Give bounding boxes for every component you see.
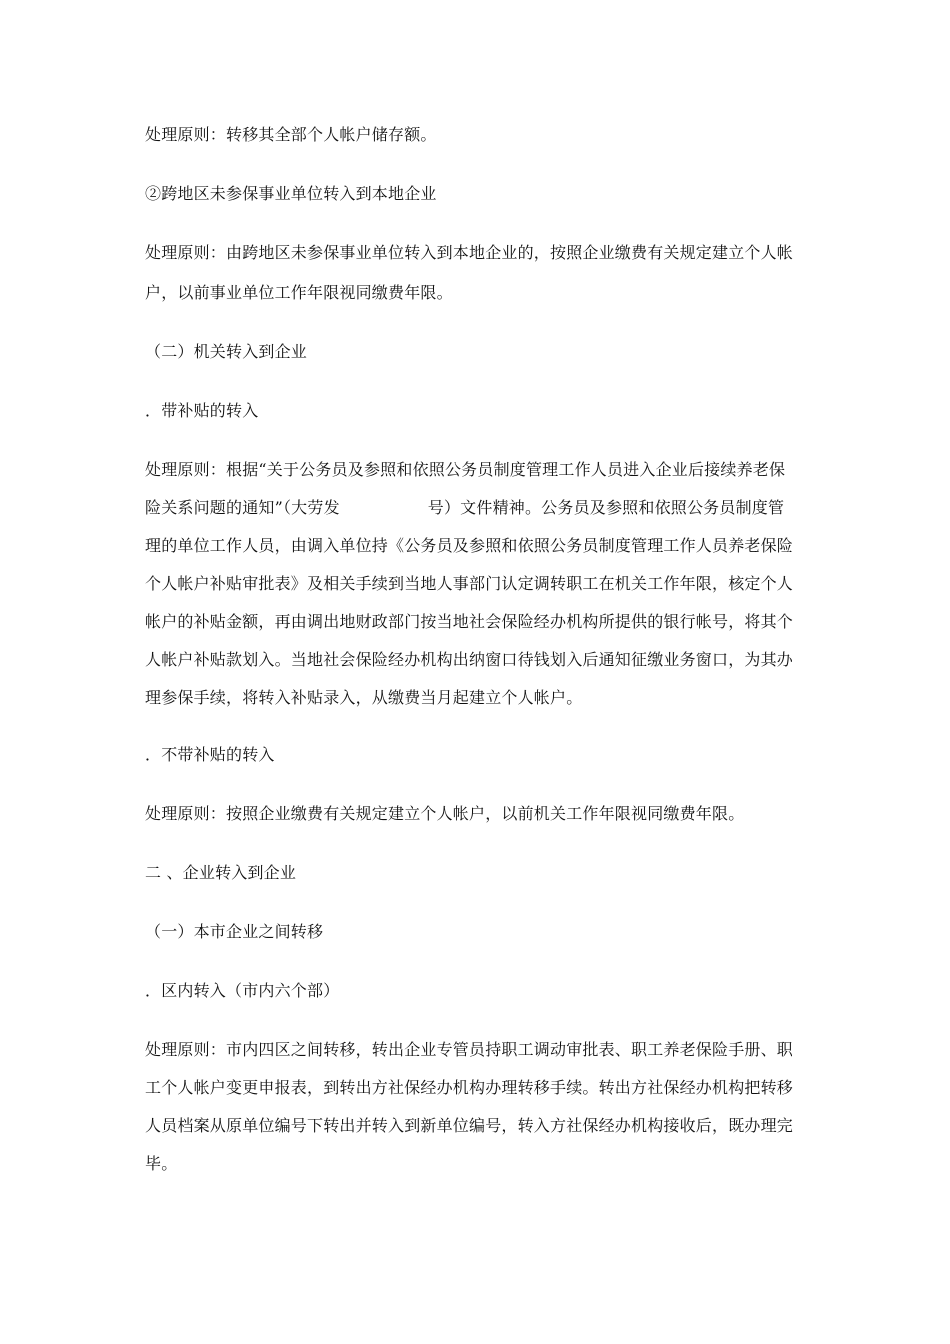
paragraph-line: 处理原则：市内四区之间转移，转出企业专管员持职工调动审批表、职工养老保险手册、职 [145,1040,794,1059]
subheading: ．带补贴的转入 [145,401,259,420]
paragraph-fragment: 险关系问题的通知”（大劳发 [145,498,340,517]
subheading: ．不带补贴的转入 [145,745,275,764]
paragraph-line: 处理原则：转移其全部个人帐户储存额。 [145,125,437,144]
subheading: ②跨地区未参保事业单位转入到本地企业 [145,184,437,203]
paragraph-fragment: 号）文件精神。公务员及参照和依照公务员制度管 [427,498,785,517]
paragraph-line: 毕。 [145,1154,178,1173]
section-heading: 二 、企业转入到企业 [145,863,297,882]
paragraph-line: 理参保手续，将转入补贴录入，从缴费当月起建立个人帐户。 [145,688,583,707]
paragraph-line: 个人帐户补贴审批表》及相关手续到当地人事部门认定调转职工在机关工作年限，核定个人 [145,574,794,593]
section-heading: （二）机关转入到企业 [145,342,308,361]
paragraph-line: 人帐户补贴款划入。当地社会保险经办机构出纳窗口待钱划入后通知征缴业务窗口，为其办 [145,650,794,669]
paragraph-line: 处理原则：按照企业缴费有关规定建立个人帐户，以前机关工作年限视同缴费年限。 [145,804,745,823]
paragraph-line: 人员档案从原单位编号下转出并转入到新单位编号，转入方社保经办机构接收后，既办理完 [145,1116,794,1135]
paragraph-line: 处理原则：由跨地区未参保事业单位转入到本地企业的，按照企业缴费有关规定建立个人帐 [145,243,794,262]
paragraph-line: 处理原则：根据“关于公务员及参照和依照公务员制度管理工作人员进入企业后接续养老保 [145,460,786,479]
paragraph-line: 工个人帐户变更申报表，到转出方社保经办机构办理转移手续。转出方社保经办机构把转移 [145,1078,794,1097]
paragraph-line: 户，以前事业单位工作年限视同缴费年限。 [145,283,453,302]
section-heading: （一）本市企业之间转移 [145,922,324,941]
paragraph-line: 理的单位工作人员，由调入单位持《公务员及参照和依照公务员制度管理工作人员养老保险 [145,536,794,555]
paragraph-line: 帐户的补贴金额，再由调出地财政部门按当地社会保险经办机构所提供的银行帐号，将其个 [145,612,794,631]
subheading: ．区内转入（市内六个部） [145,981,340,1000]
paragraph-line-with-gap [145,497,810,519]
